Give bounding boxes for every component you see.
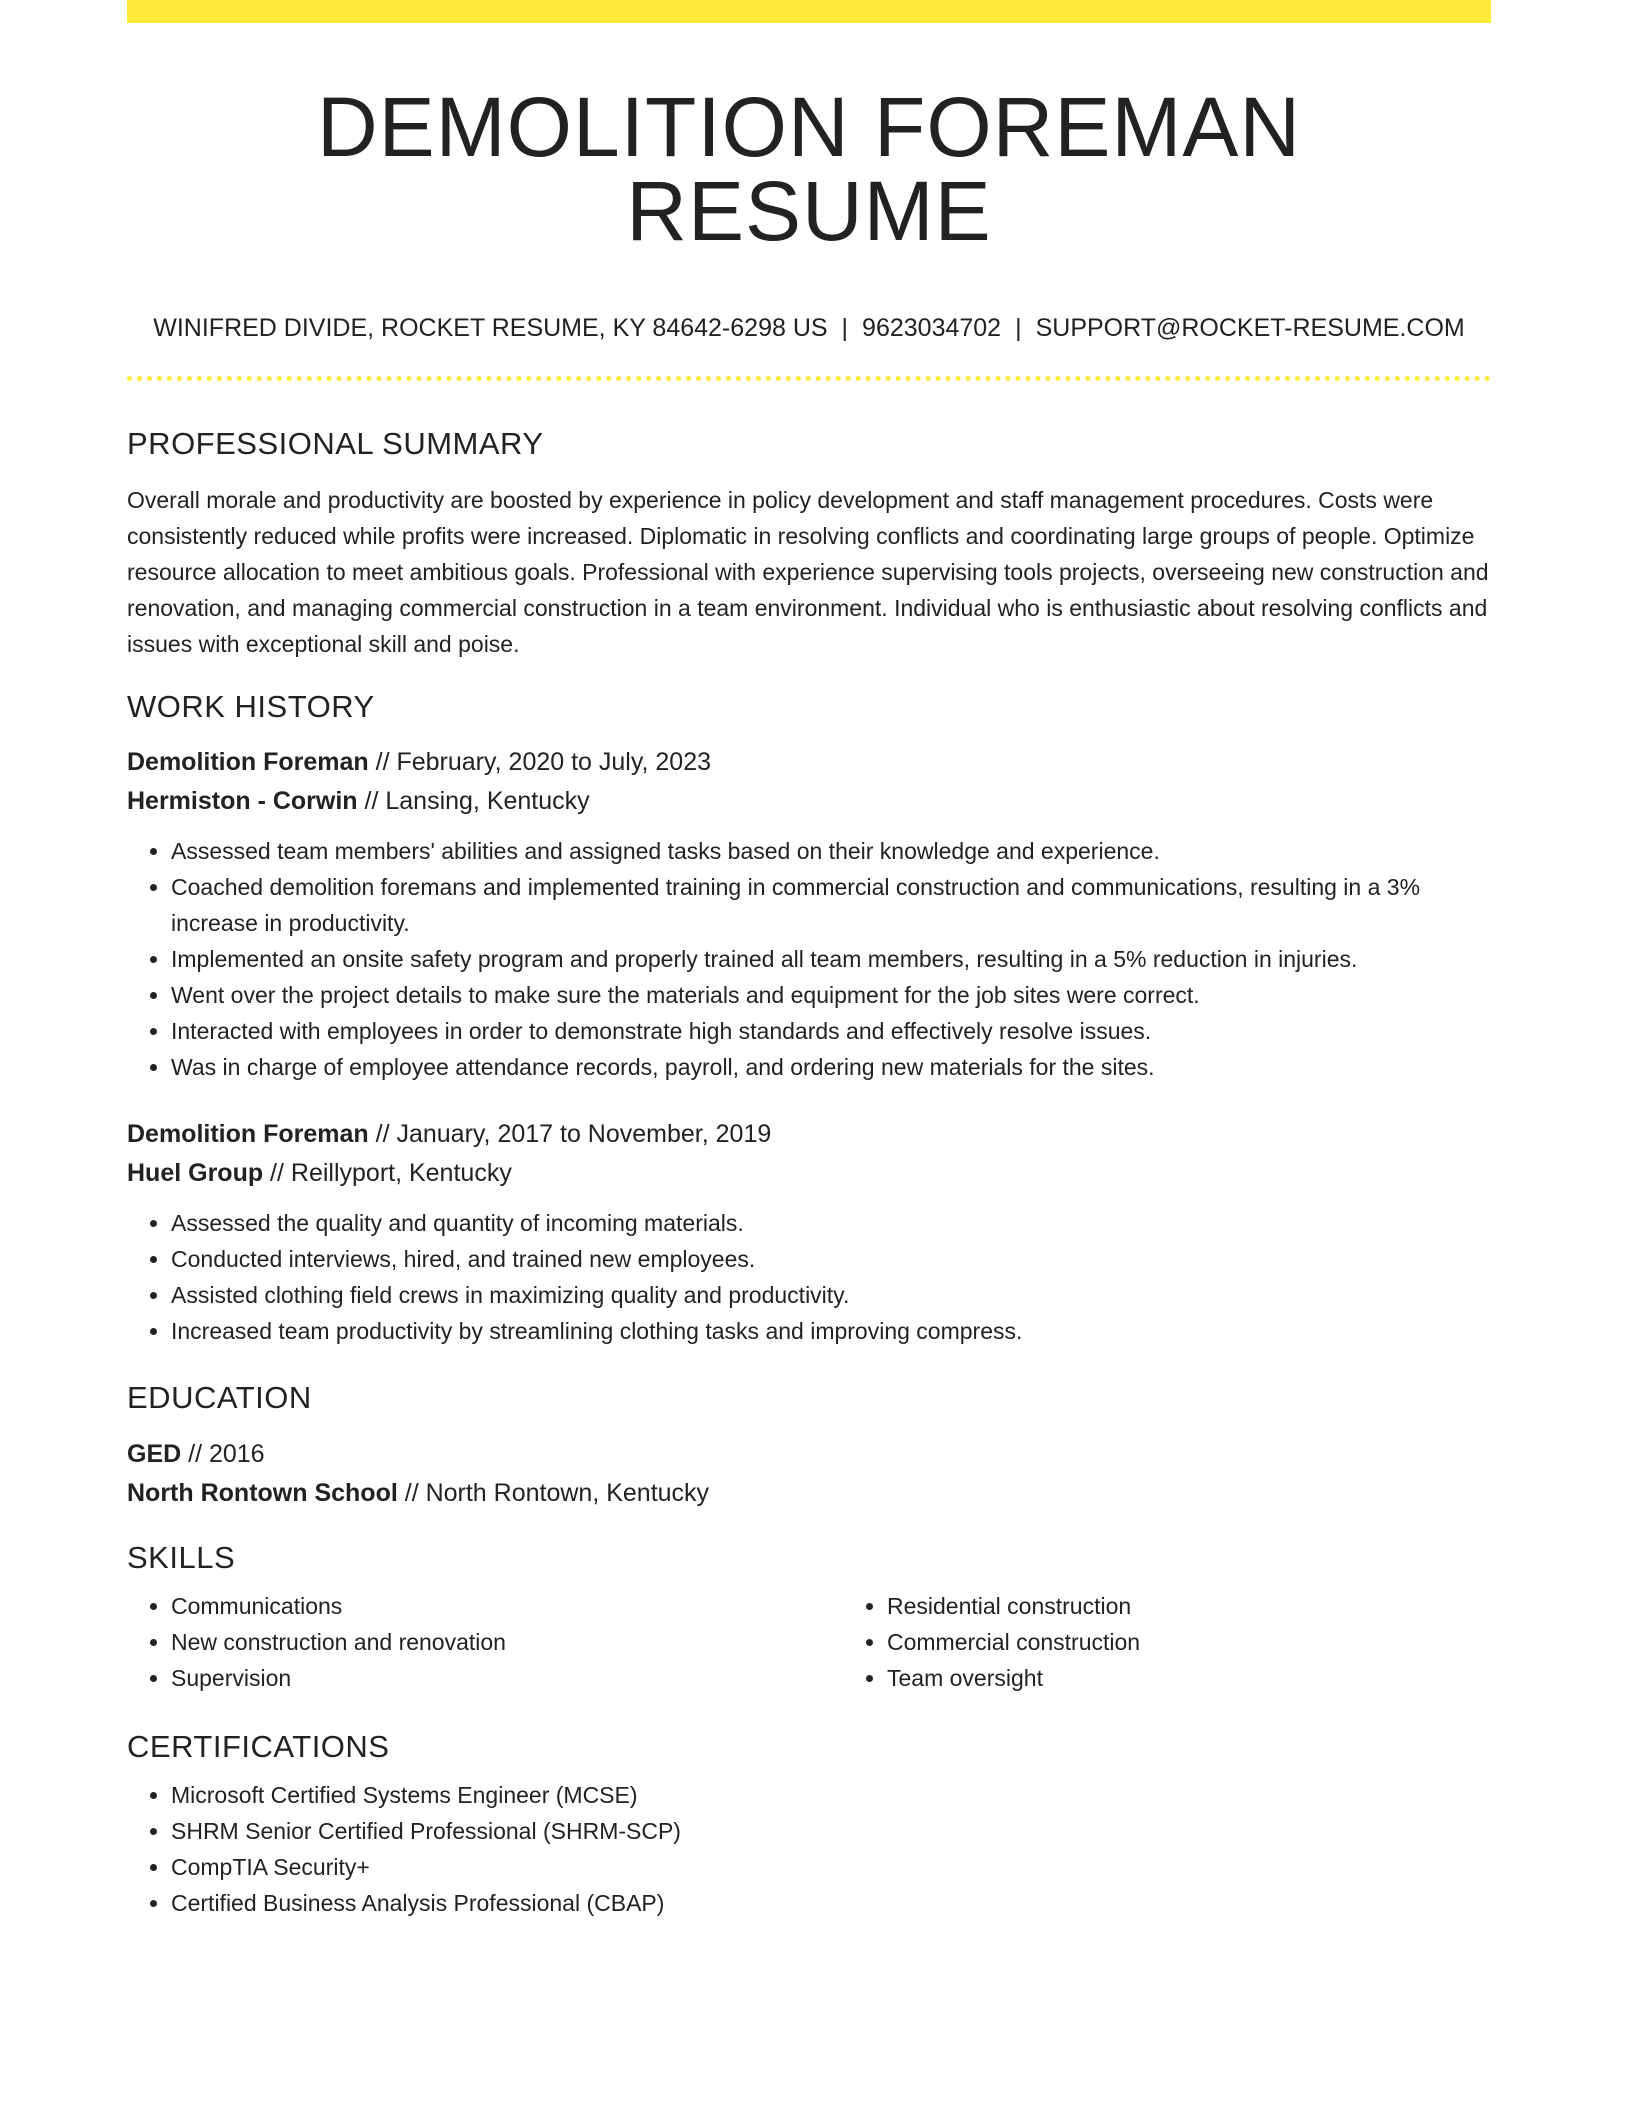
- accent-top-bar: [127, 0, 1491, 23]
- job-company: Huel Group: [127, 1159, 264, 1188]
- section-heading-skills: SKILLS: [127, 1539, 236, 1575]
- job-company-line: [127, 782, 1491, 821]
- job-bullet: • Coached demolition foremans and implemented training in commercial construction and communications, resulting in a 3% increase in productivity.: [171, 869, 1491, 941]
- job-bullet: • Went over the project details to make sure the materials and equipment for the job sites were correct.: [171, 977, 1491, 1013]
- resume-page: [127, 0, 1491, 1921]
- summary-text: Overall morale and productivity are boosted by experience in policy development and staff management procedures. Costs were consistently reduced while profits were increased. Diplomatic in resolving conflicts and coordinating large groups of people. Optimize resource allocation to meet ambitious goals. Professional with experience supervising tools projects, overseeing new construction and renovation, and managing commercial construction in a team environment. Individual who is enthusiastic about resolving conflicts and issues with exceptional skill and poise.: [127, 487, 1489, 658]
- job-bullet: • Increased team productivity by streamlining clothing tasks and improving compress.: [171, 1313, 1491, 1349]
- job-bullets: [127, 1205, 1491, 1349]
- job-bullet: • Implemented an onsite safety program and properly trained all team members, resulting in a 5% reduction in injuries.: [171, 941, 1491, 977]
- education-degree: GED: [127, 1439, 182, 1468]
- section-heading-summary: PROFESSIONAL SUMMARY: [127, 426, 544, 461]
- job-company: Hermiston - Corwin: [127, 787, 358, 816]
- certification-item: • CompTIA Security+: [171, 1849, 1491, 1885]
- job-bullet: • Was in charge of employee attendance records, payroll, and ordering new materials for the sites.: [171, 1049, 1491, 1085]
- education-school: North Rontown School: [127, 1478, 398, 1507]
- contact-line: [127, 313, 1491, 343]
- contact-separator: |: [1015, 314, 1022, 342]
- education-location: // North Rontown, Kentucky: [397, 1478, 710, 1507]
- job-company-line: [127, 1154, 1491, 1193]
- section-heading-certifications: CERTIFICATIONS: [127, 1728, 390, 1764]
- skill-item: • Team oversight: [887, 1660, 1559, 1696]
- job-title: Demolition Foreman: [127, 1120, 369, 1149]
- section-heading-education: EDUCATION: [127, 1380, 312, 1416]
- contact-phone[interactable]: 9623034702: [862, 314, 1002, 342]
- contact-email[interactable]: SUPPORT@ROCKET-RESUME.COM: [1035, 314, 1465, 342]
- contact-address: WINIFRED DIVIDE, ROCKET RESUME, KY 84642-6298 US: [153, 314, 828, 342]
- job-bullet: • Conducted interviews, hired, and trained new employees.: [171, 1241, 1491, 1277]
- certifications-list: [127, 1777, 1491, 1921]
- job-location: // Lansing, Kentucky: [357, 787, 590, 816]
- section-heading-work-history: WORK HISTORY: [127, 689, 375, 725]
- job-entry: [127, 1115, 1491, 1349]
- job-entry: [127, 743, 1491, 1085]
- job-bullet: • Interacted with employees in order to demonstrate high standards and effectively resolve issues.: [171, 1013, 1491, 1049]
- job-bullets: [127, 833, 1491, 1085]
- contact-separator: |: [841, 314, 849, 342]
- skills-column-right: [843, 1588, 1559, 1696]
- skill-item: • Communications: [171, 1588, 843, 1624]
- job-title-line: [127, 1115, 1491, 1154]
- certification-item: • SHRM Senior Certified Professional (SHRM-SCP): [171, 1813, 1491, 1849]
- skills-grid: [127, 1588, 1491, 1696]
- job-bullet: • Assisted clothing field crews in maximizing quality and productivity.: [171, 1277, 1491, 1313]
- job-dates: // January, 2017 to November, 2019: [368, 1120, 772, 1149]
- skills-column-left: [127, 1588, 843, 1696]
- skill-item: • Commercial construction: [887, 1624, 1559, 1660]
- skill-item: • Supervision: [171, 1660, 843, 1696]
- education-year: // 2016: [181, 1439, 265, 1468]
- education-school-line: [127, 1474, 1491, 1513]
- job-dates: // February, 2020 to July, 2023: [368, 748, 712, 777]
- job-title: Demolition Foreman: [127, 748, 369, 777]
- resume-title: DEMOLITION FOREMAN RESUME: [316, 80, 1302, 258]
- education-degree-line: [127, 1435, 1491, 1474]
- job-title-line: [127, 743, 1491, 782]
- job-location: // Reillyport, Kentucky: [263, 1159, 512, 1188]
- dotted-divider: [127, 376, 1491, 381]
- job-bullet: • Assessed the quality and quantity of incoming materials.: [171, 1205, 1491, 1241]
- certification-item: • Microsoft Certified Systems Engineer (MCSE): [171, 1777, 1491, 1813]
- job-bullet: • Assessed team members' abilities and assigned tasks based on their knowledge and experience.: [171, 833, 1491, 869]
- skill-item: • Residential construction: [887, 1588, 1559, 1624]
- skill-item: • New construction and renovation: [171, 1624, 843, 1660]
- certification-item: • Certified Business Analysis Professional (CBAP): [171, 1885, 1491, 1921]
- education-entry: [127, 1435, 1491, 1513]
